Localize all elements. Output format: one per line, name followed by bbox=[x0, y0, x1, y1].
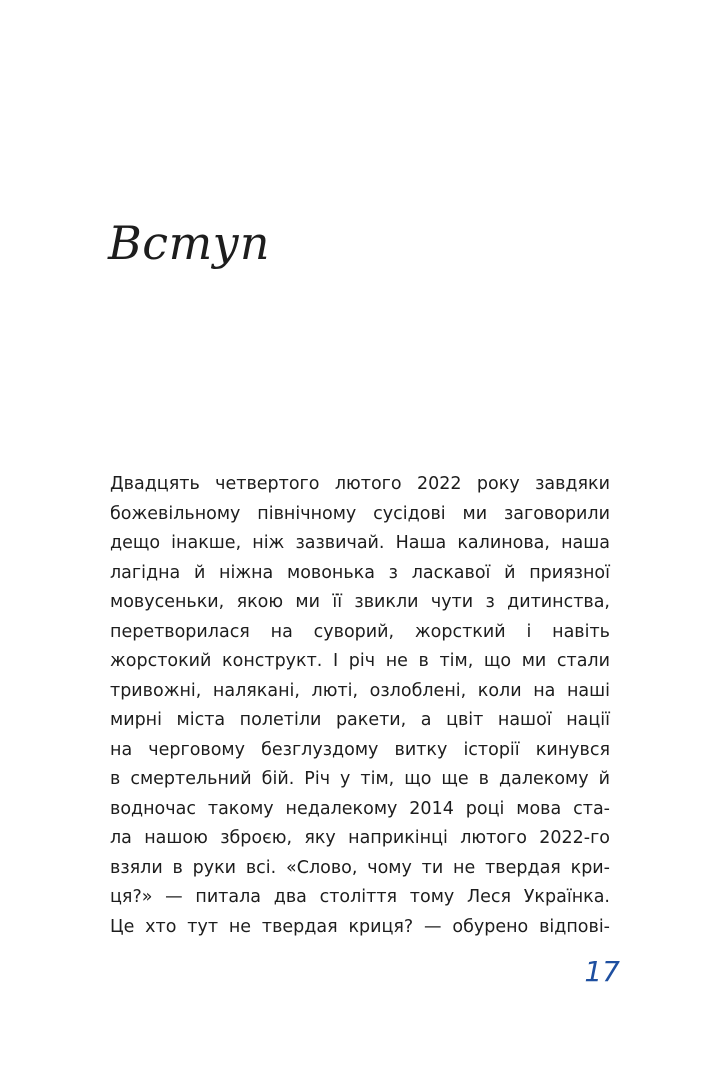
text-line: лагідна й ніжна мовонька з ласкавої й приязної bbox=[110, 562, 610, 583]
text-line: мовусеньки, якою ми її звикли чути з дитинства, bbox=[110, 592, 610, 612]
text-line: ла нашою зброєю, яку наприкінці лютого 2022-го bbox=[110, 828, 610, 848]
text-line: мирні міста полетіли ракети, а цвіт нашої нації bbox=[110, 710, 610, 730]
chapter-title: Вступ bbox=[108, 216, 270, 270]
body-paragraph bbox=[110, 470, 610, 942]
text-line: дещо інакше, ніж зазвичай. Наша калинова, наша bbox=[110, 533, 610, 553]
text-line: Двадцять четвертого лютого 2022 року завдяки bbox=[110, 474, 610, 494]
text-line: в смертельний бій. Річ у тім, що ще в далекому й bbox=[110, 769, 610, 789]
text-line: водночас такому недалекому 2014 році мова ста- bbox=[110, 798, 610, 819]
text-line: тривожні, налякані, люті, озлоблені, коли на наші bbox=[110, 680, 610, 701]
text-line: на черговому безглуздому витку історії кинувся bbox=[110, 739, 610, 760]
text-line: ця?» — питала два століття тому Леся Українка. bbox=[110, 887, 610, 907]
text-line: перетворилася на суворий, жорсткий і навіть bbox=[110, 621, 610, 642]
text-line: божевільному північному сусідові ми заговорили bbox=[110, 503, 610, 524]
text-line: Це хто тут не твердая криця? — обурено відпові- bbox=[110, 916, 610, 937]
page-number: 17 bbox=[584, 955, 620, 988]
text-line: взяли в руки всі. «Слово, чому ти не твердая кри- bbox=[110, 857, 610, 878]
text-line: жорстокий конструкт. І річ не в тім, що ми стали bbox=[110, 651, 610, 671]
